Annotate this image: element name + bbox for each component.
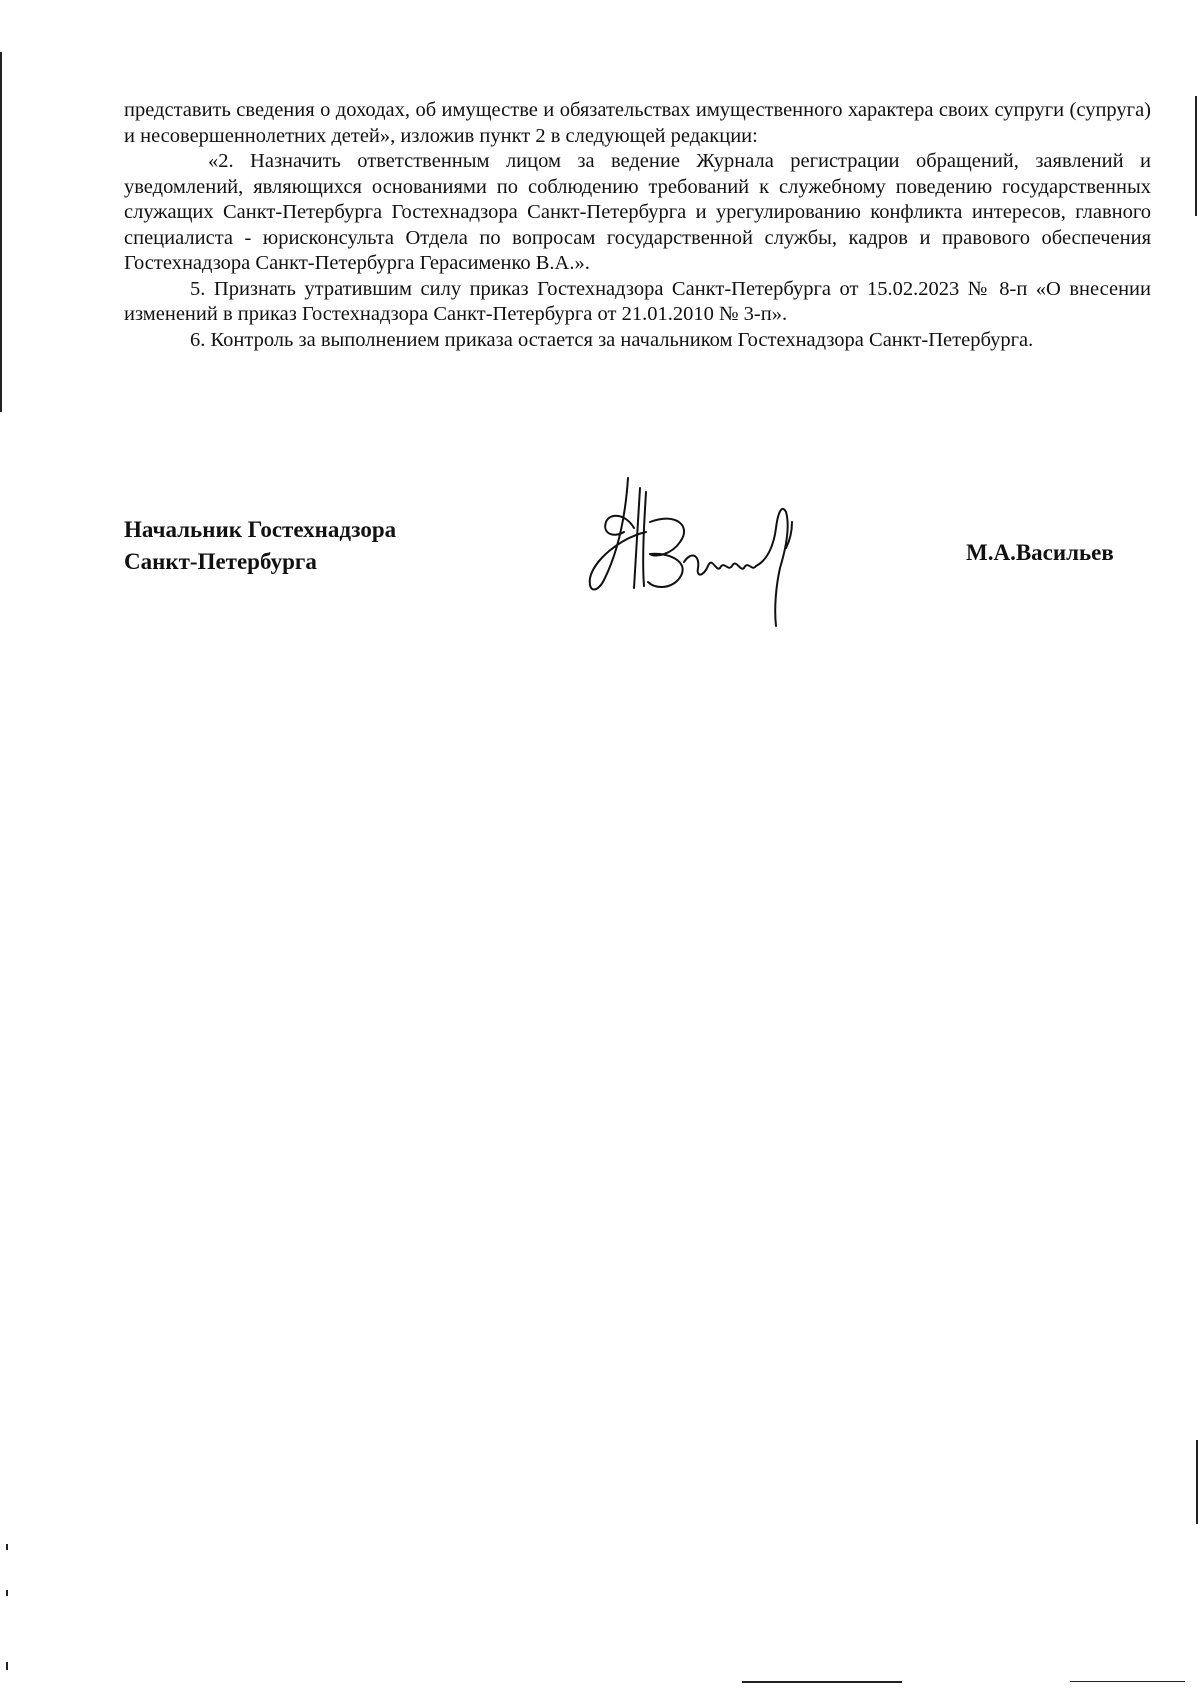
paragraph-item-6: 6. Контроль за выполнением приказа остается за начальником Гостехнадзора Санкт-Петербурга. — [190, 328, 1034, 351]
signatory-name: М.А.Васильев — [966, 540, 1114, 565]
signatory-title-line2: Санкт-Петербурга — [124, 549, 317, 574]
scan-edge-mark — [742, 1681, 902, 1683]
scan-edge-mark — [6, 1544, 8, 1550]
paragraph-quoted-item-2: «2. Назначить ответственным лицом за ведение Журнала регистрации обращений, заявлений и уведомлений, являющихся основаниями по соблюдению требований к служебному поведению государственных служащих Санкт-Петербурга Гостехнадзора Санкт-Петербурга и урегулированию конфликта интересов, главного специалиста - юрисконсульта Отдела по вопросам государственной службы, кадров и правового обеспечения Гостехнадзора Санкт-Петербурга Герасименко В.А.». — [124, 150, 1151, 274]
scan-edge-mark — [6, 1590, 8, 1596]
scan-edge-mark — [6, 1662, 8, 1670]
scan-edge-mark — [1195, 96, 1197, 216]
handwritten-signature — [580, 468, 840, 628]
scan-edge-mark — [1070, 1681, 1185, 1682]
signatory-title — [124, 514, 396, 578]
paragraph-item-5: 5. Признать утратившим силу приказ Гостехнадзора Санкт-Петербурга от 15.02.2023 № 8-п «О внесении изменений в приказ Гостехнадзора Санкт-Петербурга от 21.01.2010 № 3-п». — [124, 277, 1151, 325]
document-body — [124, 98, 1151, 353]
paragraph-continuation: представить сведения о доходах, об имуществе и обязательствах имущественного характера своих супруги (супруга) и несовершеннолетних детей», изложив пункт 2 в следующей редакции: — [124, 99, 1151, 147]
scan-edge-mark — [0, 52, 2, 412]
scan-edge-mark — [1196, 1440, 1198, 1524]
signatory-title-line1: Начальник Гостехнадзора — [124, 517, 397, 542]
